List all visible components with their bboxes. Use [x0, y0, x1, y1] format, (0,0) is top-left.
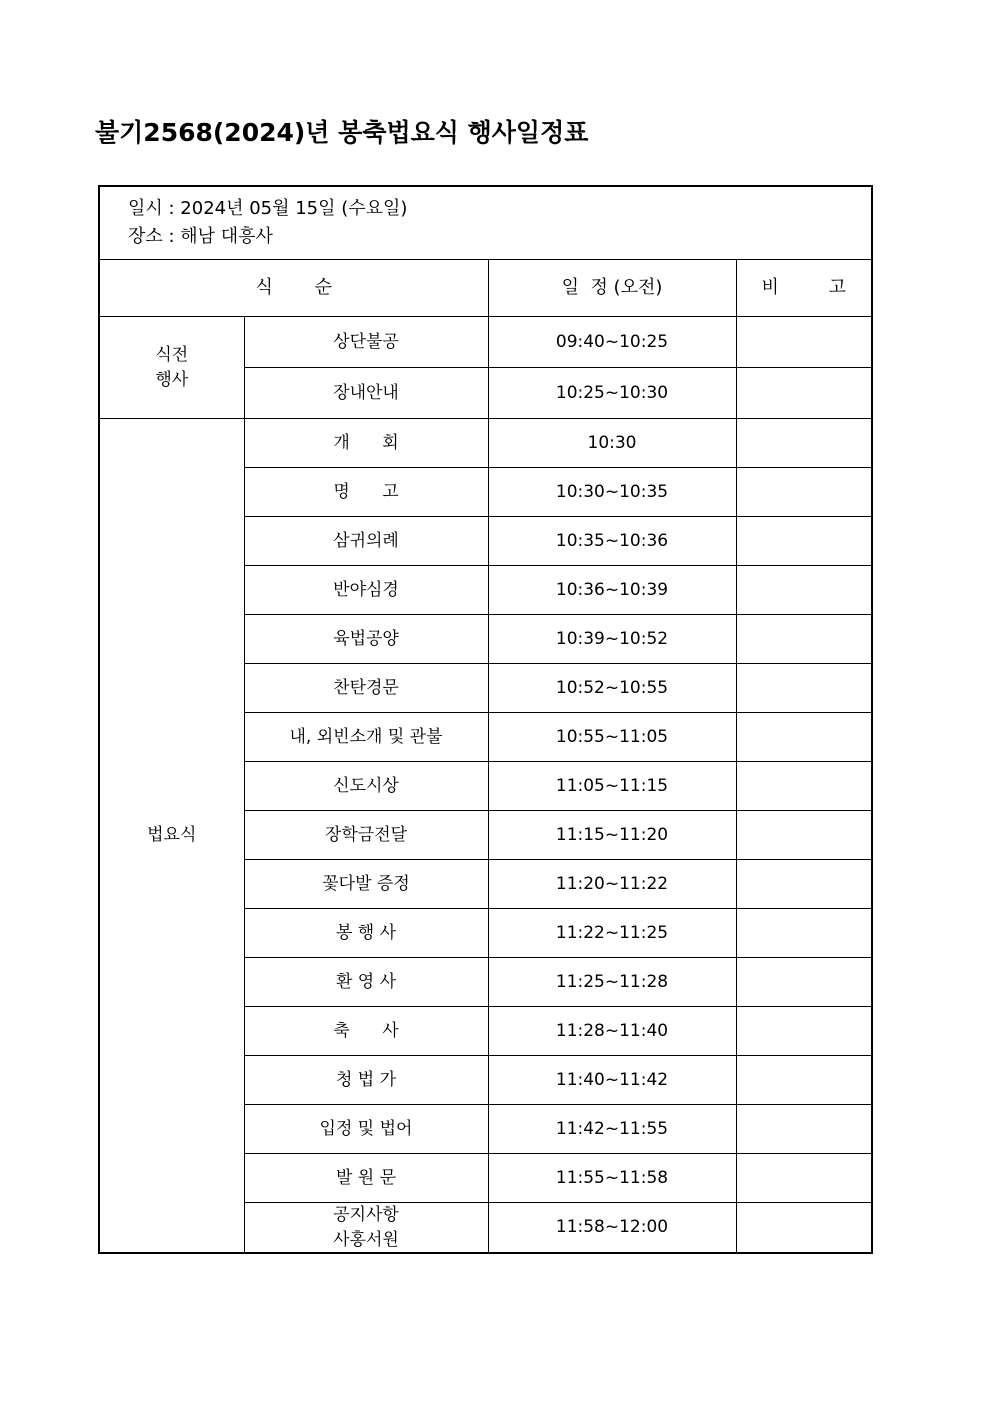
schedule-table — [98, 185, 873, 1254]
time-cell: 11:55~11:58 — [488, 1154, 736, 1203]
program-cell: 발 원 문 — [244, 1154, 488, 1203]
time-cell: 11:58~12:00 — [488, 1203, 736, 1254]
time-cell: 11:15~11:20 — [488, 811, 736, 860]
program-cell: 명 고 — [244, 468, 488, 517]
note-cell — [736, 860, 872, 909]
program-cell: 환 영 사 — [244, 958, 488, 1007]
header-row — [99, 260, 872, 317]
time-cell: 11:20~11:22 — [488, 860, 736, 909]
group-pre-ceremony: 식전 행사 — [99, 317, 244, 419]
note-cell — [736, 1105, 872, 1154]
program-cell: 축 사 — [244, 1007, 488, 1056]
time-cell: 09:40~10:25 — [488, 317, 736, 368]
time-cell: 10:39~10:52 — [488, 615, 736, 664]
program-cell: 꽃다발 증정 — [244, 860, 488, 909]
note-cell — [736, 664, 872, 713]
header-program: 식 순 — [99, 260, 488, 317]
header-time: 일 정 (오전) — [488, 260, 736, 317]
note-cell — [736, 762, 872, 811]
note-cell — [736, 468, 872, 517]
note-cell — [736, 1203, 872, 1254]
time-cell: 11:40~11:42 — [488, 1056, 736, 1105]
note-cell — [736, 419, 872, 468]
program-cell: 내, 외빈소개 및 관불 — [244, 713, 488, 762]
program-cell: 삼귀의례 — [244, 517, 488, 566]
time-cell: 10:55~11:05 — [488, 713, 736, 762]
note-cell — [736, 368, 872, 419]
program-cell: 입정 및 법어 — [244, 1105, 488, 1154]
note-cell — [736, 1154, 872, 1203]
table-row — [99, 317, 872, 368]
note-cell — [736, 713, 872, 762]
info-row — [99, 186, 872, 260]
time-cell: 10:25~10:30 — [488, 368, 736, 419]
table-row — [99, 419, 872, 468]
time-cell: 11:25~11:28 — [488, 958, 736, 1007]
info-cell — [99, 186, 872, 260]
note-cell — [736, 615, 872, 664]
program-cell: 공지사항 사홍서원 — [244, 1203, 488, 1254]
time-cell: 11:28~11:40 — [488, 1007, 736, 1056]
time-cell: 11:05~11:15 — [488, 762, 736, 811]
program-cell: 육법공양 — [244, 615, 488, 664]
note-cell — [736, 909, 872, 958]
document-title: 불기2568(2024)년 봉축법요식 행사일정표 — [95, 118, 589, 147]
note-cell — [736, 958, 872, 1007]
time-cell: 11:42~11:55 — [488, 1105, 736, 1154]
program-cell: 찬탄경문 — [244, 664, 488, 713]
note-cell — [736, 517, 872, 566]
program-cell: 장학금전달 — [244, 811, 488, 860]
time-cell: 11:22~11:25 — [488, 909, 736, 958]
note-cell — [736, 1056, 872, 1105]
event-place: 장소 : 해남 대흥사 — [128, 226, 273, 247]
group-main-ceremony: 법요식 — [99, 419, 244, 1254]
program-cell: 신도시상 — [244, 762, 488, 811]
program-cell: 상단불공 — [244, 317, 488, 368]
program-cell: 개 회 — [244, 419, 488, 468]
note-cell — [736, 566, 872, 615]
note-cell — [736, 317, 872, 368]
program-cell: 반야심경 — [244, 566, 488, 615]
time-cell: 10:30~10:35 — [488, 468, 736, 517]
program-cell: 장내안내 — [244, 368, 488, 419]
time-cell: 10:30 — [488, 419, 736, 468]
note-cell — [736, 811, 872, 860]
note-cell — [736, 1007, 872, 1056]
time-cell: 10:35~10:36 — [488, 517, 736, 566]
program-cell: 봉 행 사 — [244, 909, 488, 958]
time-cell: 10:36~10:39 — [488, 566, 736, 615]
header-note: 비 고 — [736, 260, 872, 317]
program-cell: 청 법 가 — [244, 1056, 488, 1105]
time-cell: 10:52~10:55 — [488, 664, 736, 713]
event-date: 일시 : 2024년 05월 15일 (수요일) — [128, 198, 408, 220]
